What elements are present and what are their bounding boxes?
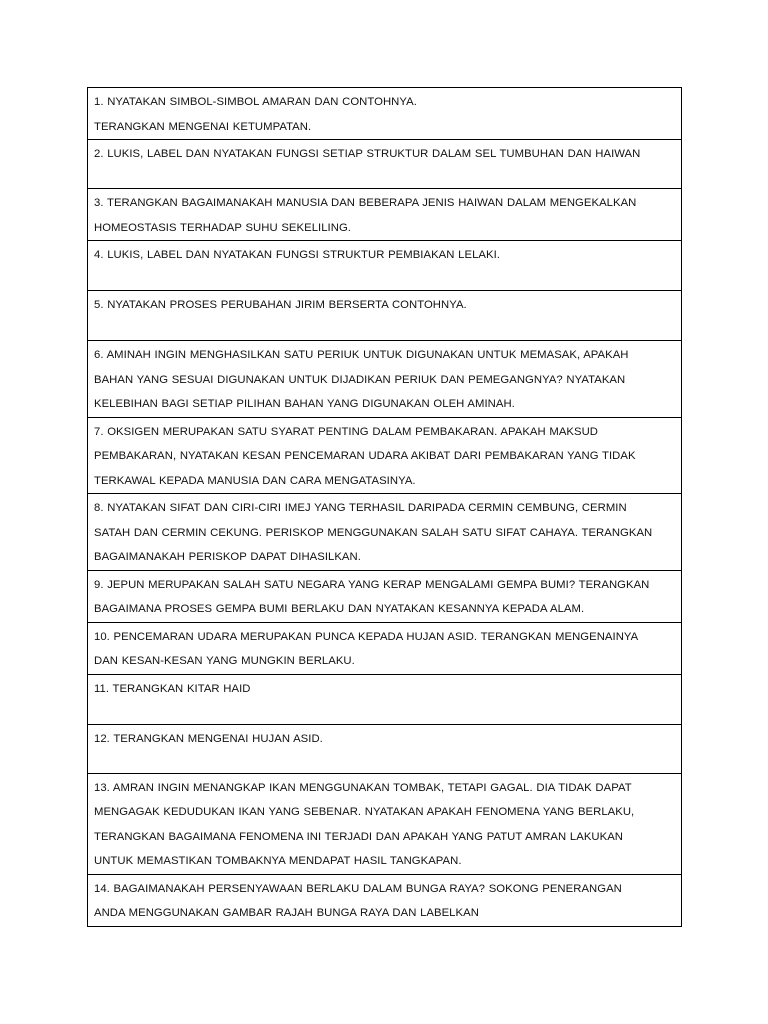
question-13-line-2: MENGAGAK KEDUDUKAN IKAN YANG SEBENAR. NYATAKAN APAKAH FENOMENA YANG BERLAKU, — [94, 806, 635, 818]
question-row-12 — [88, 724, 682, 773]
question-row-8 — [88, 494, 682, 571]
question-cell-12 — [88, 724, 682, 773]
question-9-line-2: BAGAIMANA PROSES GEMPA BUMI BERLAKU DAN NYATAKAN KESANNYA KEPADA ALAM. — [94, 603, 585, 615]
question-8-line-2: SATAH DAN CERMIN CEKUNG. PERISKOP MENGGUNAKAN SALAH SATU SIFAT CAHAYA. TERANGKAN — [94, 526, 653, 539]
question-1-line-1: 1. NYATAKAN SIMBOL-SIMBOL AMARAN DAN CONTOHNYA. — [94, 96, 417, 108]
question-row-10 — [88, 622, 682, 674]
question-cell-11 — [88, 674, 682, 724]
question-12-line-1: 12. TERANGKAN MENGENAI HUJAN ASID. — [94, 732, 323, 745]
question-7-line-2: PEMBAKARAN, NYATAKAN KESAN PENCEMARAN UDARA AKIBAT DARI PEMBAKARAN YANG TIDAK — [94, 450, 636, 462]
question-cell-3 — [88, 189, 682, 241]
question-8-line-3: BAGAIMANAKAH PERISKOP DAPAT DIHASILKAN. — [94, 551, 361, 563]
question-row-7 — [88, 417, 682, 494]
question-cell-2 — [88, 140, 682, 189]
question-cell-1 — [88, 88, 682, 140]
question-11-line-1: 11. TERANGKAN KITAR HAID — [94, 682, 251, 695]
question-13-line-3: TERANGKAN BAGAIMANA FENOMENA INI TERJADI DAN APAKAH YANG PATUT AMRAN LAKUKAN — [94, 830, 623, 843]
question-3-line-1: 3. TERANGKAN BAGAIMANAKAH MANUSIA DAN BEBERAPA JENIS HAIWAN DALAM MENGEKALKAN — [94, 197, 637, 209]
question-row-3 — [88, 189, 682, 241]
question-4-line-1: 4. LUKIS, LABEL DAN NYATAKAN FUNGSI STRUKTUR PEMBIAKAN LELAKI. — [94, 249, 500, 261]
question-7-line-3: TERKAWAL KEPADA MANUSIA DAN CARA MENGATASINYA. — [94, 474, 416, 487]
question-9-line-1: 9. JEPUN MERUPAKAN SALAH SATU NEGARA YANG KERAP MENGALAMI GEMPA BUMI? TERANGKAN — [94, 578, 650, 591]
question-13-line-4: UNTUK MEMASTIKAN TOMBAKNYA MENDAPAT HASIL TANGKAPAN. — [94, 855, 462, 867]
question-row-6 — [88, 341, 682, 418]
question-row-4 — [88, 241, 682, 291]
question-row-11 — [88, 674, 682, 724]
question-7-line-1: 7. OKSIGEN MERUPAKAN SATU SYARAT PENTING DALAM PEMBAKARAN. APAKAH MAKSUD — [94, 425, 599, 438]
question-6-line-2: BAHAN YANG SESUAI DIGUNAKAN UNTUK DIJADIKAN PERIUK DAN PEMEGANGNYA? NYATAKAN — [94, 373, 626, 386]
question-row-2 — [88, 140, 682, 189]
question-6-line-3: KELEBIHAN BAGI SETIAP PILIHAN BAHAN YANG DIGUNAKAN OLEH AMINAH. — [94, 398, 515, 410]
question-5-line-1: 5. NYATAKAN PROSES PERUBAHAN JIRIM BERSERTA CONTOHNYA. — [94, 299, 467, 311]
question-cell-14 — [88, 874, 682, 926]
question-14-line-1: 14. BAGAIMANAKAH PERSENYAWAAN BERLAKU DALAM BUNGA RAYA? SOKONG PENERANGAN — [94, 882, 622, 895]
question-cell-9 — [88, 570, 682, 622]
question-14-line-2: ANDA MENGGUNAKAN GAMBAR RAJAH BUNGA RAYA DAN LABELKAN — [94, 907, 479, 919]
question-cell-4 — [88, 241, 682, 291]
question-6-line-1: 6. AMINAH INGIN MENGHASILKAN SATU PERIUK UNTUK DIGUNAKAN UNTUK MEMASAK, APAKAH — [94, 349, 629, 361]
question-3-line-2: HOMEOSTASIS TERHADAP SUHU SEKELILING. — [94, 221, 351, 234]
question-table — [87, 87, 682, 927]
question-cell-13 — [88, 773, 682, 874]
question-10-line-1: 10. PENCEMARAN UDARA MERUPAKAN PUNCA KEPADA HUJAN ASID. TERANGKAN MENGENAINYA — [94, 630, 639, 643]
question-8-line-1: 8. NYATAKAN SIFAT DAN CIRI-CIRI IMEJ YANG TERHASIL DARIPADA CERMIN CEMBUNG, CERMIN — [94, 502, 627, 514]
question-cell-10 — [88, 622, 682, 674]
question-row-14 — [88, 874, 682, 926]
question-13-line-1: 13. AMRAN INGIN MENANGKAP IKAN MENGGUNAKAN TOMBAK, TETAPI GAGAL. DIA TIDAK DAPAT — [94, 781, 632, 794]
question-cell-7 — [88, 417, 682, 494]
question-row-5 — [88, 291, 682, 341]
question-row-1 — [88, 88, 682, 140]
question-10-line-2: DAN KESAN-KESAN YANG MUNGKIN BERLAKU. — [94, 655, 355, 667]
question-cell-6 — [88, 341, 682, 418]
question-1-line-2: TERANGKAN MENGENAI KETUMPATAN. — [94, 120, 312, 133]
question-row-13 — [88, 773, 682, 874]
question-cell-8 — [88, 494, 682, 571]
question-row-9 — [88, 570, 682, 622]
question-cell-5 — [88, 291, 682, 341]
question-2-line-1: 2. LUKIS, LABEL DAN NYATAKAN FUNGSI SETIAP STRUKTUR DALAM SEL TUMBUHAN DAN HAIWAN — [94, 148, 641, 160]
